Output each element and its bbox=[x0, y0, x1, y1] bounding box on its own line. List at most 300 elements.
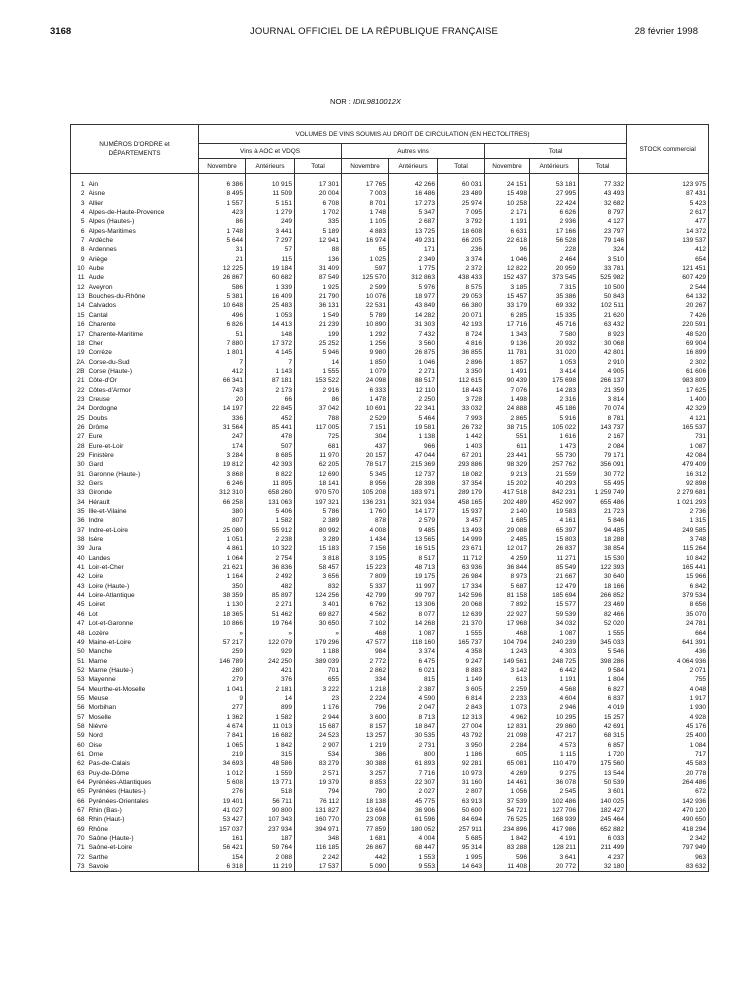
volume-cell: 22 341 bbox=[389, 404, 438, 413]
volume-cell: 5 976 bbox=[389, 283, 438, 292]
volume-cell: 21 370 bbox=[438, 619, 485, 628]
volume-cell: 77 332 bbox=[579, 174, 627, 190]
volume-cell: 334 bbox=[342, 675, 389, 684]
volume-cell: 237 934 bbox=[246, 825, 295, 834]
volume-cell: 10 866 bbox=[199, 619, 246, 628]
volume-cell: 1 491 bbox=[485, 367, 530, 376]
nor-value: IDIL9810012X bbox=[352, 97, 401, 106]
volume-cell: 1 616 bbox=[530, 432, 579, 441]
volume-cell: 436 bbox=[627, 647, 709, 656]
volume-cell: 4 573 bbox=[530, 741, 579, 750]
volume-cell: 122 079 bbox=[246, 638, 295, 647]
volume-cell: 5 464 bbox=[389, 414, 438, 423]
volume-cell: 52 020 bbox=[579, 619, 627, 628]
volume-cell: 8 797 bbox=[579, 208, 627, 217]
volume-cell: 86 bbox=[295, 395, 342, 404]
dept-code: 6 bbox=[71, 227, 89, 236]
volume-cell: 2 865 bbox=[485, 414, 530, 423]
volume-cell: 183 971 bbox=[389, 488, 438, 497]
table-row bbox=[71, 320, 709, 329]
volume-cell: 1 053 bbox=[530, 358, 579, 367]
dept-code: 1 bbox=[71, 174, 89, 190]
volume-cell: 11 712 bbox=[438, 554, 485, 563]
volume-cell: 1 176 bbox=[295, 703, 342, 712]
volume-cell: 664 bbox=[627, 629, 709, 638]
volume-cell: 496 bbox=[199, 311, 246, 320]
dept-code: 31 bbox=[71, 470, 89, 479]
volume-cell: 136 231 bbox=[342, 498, 389, 507]
volume-cell: 10 500 bbox=[579, 283, 627, 292]
volume-cell: 1 186 bbox=[438, 750, 485, 759]
dept-name: Marne (Haute-) bbox=[89, 666, 199, 675]
volume-cell: 42 799 bbox=[342, 591, 389, 600]
table-row bbox=[71, 292, 709, 301]
volume-cell: 8 517 bbox=[389, 554, 438, 563]
volume-cell: 2 302 bbox=[627, 358, 709, 367]
volume-cell: 654 bbox=[627, 255, 709, 264]
dept-name: Lot bbox=[89, 610, 199, 619]
volume-cell: 124 256 bbox=[295, 591, 342, 600]
volume-cell: 2 485 bbox=[485, 535, 530, 544]
group-other-header: Autres vins bbox=[342, 144, 485, 159]
dept-name: Pyrénées (Hautes-) bbox=[89, 787, 199, 796]
volume-cell: 61 606 bbox=[627, 367, 709, 376]
dept-code: 40 bbox=[71, 554, 89, 563]
volume-cell: 23 098 bbox=[342, 815, 389, 824]
dept-code: 56 bbox=[71, 703, 89, 712]
volume-cell: 4 064 936 bbox=[627, 657, 709, 666]
volume-cell: 1 400 bbox=[627, 395, 709, 404]
volume-cell: 18 977 bbox=[389, 292, 438, 301]
volume-cell: 7 bbox=[246, 358, 295, 367]
table-row bbox=[71, 825, 709, 834]
dept-name: Gard bbox=[89, 460, 199, 469]
dept-code: 26 bbox=[71, 423, 89, 432]
table-row bbox=[71, 815, 709, 824]
dept-code: 5 bbox=[71, 217, 89, 226]
volume-cell: 1 292 bbox=[342, 330, 389, 339]
volume-cell: 4 191 bbox=[530, 834, 579, 843]
volume-cell: 350 bbox=[199, 582, 246, 591]
dept-name: Côte-d'Or bbox=[89, 376, 199, 385]
volume-cell: 780 bbox=[342, 787, 389, 796]
table-row bbox=[71, 199, 709, 208]
volume-cell: 3 195 bbox=[342, 554, 389, 563]
dept-code: 52 bbox=[71, 666, 89, 675]
dept-code: 11 bbox=[71, 273, 89, 282]
table-row bbox=[71, 787, 709, 796]
dept-name: Cantal bbox=[89, 311, 199, 320]
volume-cell: 2 279 681 bbox=[627, 488, 709, 497]
volume-cell: 2 181 bbox=[246, 685, 295, 694]
volume-cell: 248 725 bbox=[530, 657, 579, 666]
volume-cell: 1 559 bbox=[246, 769, 295, 778]
volume-cell: 312 863 bbox=[389, 273, 438, 282]
dept-code: 10 bbox=[71, 264, 89, 273]
table-row bbox=[71, 451, 709, 460]
volume-cell: 4 358 bbox=[438, 647, 485, 656]
volume-cell: 14 177 bbox=[389, 507, 438, 516]
volume-cell: 8 883 bbox=[438, 666, 485, 675]
volume-cell: 2 529 bbox=[342, 414, 389, 423]
volume-cell: 4 303 bbox=[530, 647, 579, 656]
volume-cell: 2 284 bbox=[485, 741, 530, 750]
volume-cell: 35 386 bbox=[530, 292, 579, 301]
volume-cell: 21 621 bbox=[199, 563, 246, 572]
dept-code: 66 bbox=[71, 797, 89, 806]
volume-cell: 18 141 bbox=[295, 479, 342, 488]
table-row bbox=[71, 619, 709, 628]
volume-cell: 83 632 bbox=[627, 862, 709, 872]
volume-cell: 105 022 bbox=[530, 423, 579, 432]
volume-cell: 32 180 bbox=[579, 862, 627, 872]
volume-cell: 1 442 bbox=[438, 432, 485, 441]
volume-cell: 7 297 bbox=[246, 236, 295, 245]
volume-cell: 348 bbox=[295, 834, 342, 843]
volume-cell: 6 626 bbox=[530, 208, 579, 217]
volume-cell: 17 372 bbox=[246, 339, 295, 348]
table-title: VOLUMES DE VINS SOUMIS AU DROIT DE CIRCULATION (EN HECTOLITRES) bbox=[199, 125, 627, 144]
volume-cell: 20 bbox=[199, 395, 246, 404]
volume-cell: 11 219 bbox=[246, 862, 295, 872]
volume-cell: 2 233 bbox=[485, 694, 530, 703]
volume-cell: 26 875 bbox=[389, 348, 438, 357]
volume-cell: 1 279 bbox=[246, 208, 295, 217]
volume-cell: 18 608 bbox=[438, 227, 485, 236]
volume-cell: 2 910 bbox=[579, 358, 627, 367]
dept-name: Cher bbox=[89, 339, 199, 348]
volume-cell: 2 579 bbox=[389, 516, 438, 525]
volume-cell: 7 151 bbox=[342, 423, 389, 432]
volume-cell: 9 bbox=[199, 694, 246, 703]
volume-cell: 983 809 bbox=[627, 376, 709, 385]
volume-cell: 1 084 bbox=[627, 741, 709, 750]
dept-code: 25 bbox=[71, 414, 89, 423]
volume-cell: 6 762 bbox=[342, 600, 389, 609]
dept-name: Manche bbox=[89, 647, 199, 656]
volume-cell: 1 219 bbox=[342, 741, 389, 750]
dept-code: 7 bbox=[71, 236, 89, 245]
volume-cell: 87 431 bbox=[627, 189, 709, 198]
volume-cell: 15 530 bbox=[579, 554, 627, 563]
table-row bbox=[71, 339, 709, 348]
table-row bbox=[71, 376, 709, 385]
volume-cell: 13 694 bbox=[342, 806, 389, 815]
volume-cell: 3 222 bbox=[295, 685, 342, 694]
volume-cell: 4 674 bbox=[199, 722, 246, 731]
volume-cell: 3 656 bbox=[295, 572, 342, 581]
volume-cell: 78 517 bbox=[342, 460, 389, 469]
dept-code: 42 bbox=[71, 572, 89, 581]
volume-cell: 11 970 bbox=[295, 451, 342, 460]
volume-cell: 6 318 bbox=[199, 862, 246, 872]
volume-cell: 29 860 bbox=[530, 722, 579, 731]
volume-cell: 1 065 bbox=[199, 741, 246, 750]
volume-cell: 1 115 bbox=[530, 750, 579, 759]
volume-cell: 66 bbox=[246, 395, 295, 404]
volume-cell: 8 713 bbox=[389, 713, 438, 722]
volume-cell: 83 279 bbox=[295, 759, 342, 768]
volume-cell: 13 544 bbox=[579, 769, 627, 778]
volume-cell: 1 138 bbox=[389, 432, 438, 441]
table-row bbox=[71, 245, 709, 254]
volume-cell: 551 bbox=[485, 432, 530, 441]
volume-cell: 19 175 bbox=[389, 572, 438, 581]
volume-cell: 25 974 bbox=[438, 199, 485, 208]
volume-cell: 68 315 bbox=[579, 731, 627, 740]
dept-code: 57 bbox=[71, 713, 89, 722]
volume-cell: 152 437 bbox=[485, 273, 530, 282]
volume-cell: 5 916 bbox=[530, 414, 579, 423]
volume-cell: 60 682 bbox=[246, 273, 295, 282]
volume-cell: 276 bbox=[199, 787, 246, 796]
page-number: 3168 bbox=[50, 26, 72, 37]
volume-cell: 47 044 bbox=[389, 451, 438, 460]
table-row bbox=[71, 666, 709, 675]
dept-name: Bouches-du-Rhône bbox=[89, 292, 199, 301]
table-row bbox=[71, 330, 709, 339]
table-row bbox=[71, 301, 709, 310]
volume-cell: 179 296 bbox=[295, 638, 342, 647]
volume-cell: 3 289 bbox=[295, 535, 342, 544]
volume-cell: 4 019 bbox=[579, 703, 627, 712]
volume-cell: 10 691 bbox=[342, 404, 389, 413]
volume-cell: 9 584 bbox=[579, 666, 627, 675]
volume-cell: 30 535 bbox=[389, 731, 438, 740]
volume-cell: 490 650 bbox=[627, 815, 709, 824]
table-row bbox=[71, 638, 709, 647]
volume-cell: 38 715 bbox=[485, 423, 530, 432]
volume-cell: 293 886 bbox=[438, 460, 485, 469]
volume-cell: 280 bbox=[199, 666, 246, 675]
dept-code: 54 bbox=[71, 685, 89, 694]
volume-cell: 534 bbox=[295, 750, 342, 759]
dept-name: Charente bbox=[89, 320, 199, 329]
subheader-total: Total bbox=[579, 159, 627, 174]
volume-cell: 1 555 bbox=[579, 629, 627, 638]
volume-cell: 257 762 bbox=[530, 460, 579, 469]
volume-cell: 2 916 bbox=[295, 386, 342, 395]
volume-cell: 2 084 bbox=[579, 442, 627, 451]
volume-cell: 65 bbox=[342, 245, 389, 254]
volume-cell: 5 608 bbox=[199, 778, 246, 787]
volume-cell: 652 882 bbox=[579, 825, 627, 834]
volume-cell: 22 531 bbox=[342, 301, 389, 310]
dept-code: 32 bbox=[71, 479, 89, 488]
volume-cell: 13 257 bbox=[342, 731, 389, 740]
dept-name: Corse-du-Sud bbox=[89, 358, 199, 367]
volume-cell: 13 725 bbox=[389, 227, 438, 236]
dept-name: Loiret bbox=[89, 600, 199, 609]
volume-cell: 257 911 bbox=[438, 825, 485, 834]
volume-cell: 12 017 bbox=[485, 544, 530, 553]
volume-cell: 30 650 bbox=[295, 619, 342, 628]
dept-name: Eure-et-Loir bbox=[89, 442, 199, 451]
volume-cell: 14 282 bbox=[389, 311, 438, 320]
dept-name: Rhône bbox=[89, 825, 199, 834]
volume-cell: 31 bbox=[199, 245, 246, 254]
volume-cell: 27 995 bbox=[530, 189, 579, 198]
volume-cell: 379 534 bbox=[627, 591, 709, 600]
volume-cell: 970 570 bbox=[295, 488, 342, 497]
table-row bbox=[71, 694, 709, 703]
volume-cell: » bbox=[295, 629, 342, 638]
volume-cell: 21 239 bbox=[295, 320, 342, 329]
volume-cell: 966 bbox=[389, 442, 438, 451]
volume-cell: 1 685 bbox=[485, 516, 530, 525]
volume-cell: 36 131 bbox=[295, 301, 342, 310]
volume-cell: 1 164 bbox=[199, 572, 246, 581]
volume-cell: 324 bbox=[579, 245, 627, 254]
volume-cell: 4 568 bbox=[530, 685, 579, 694]
volume-cell: 49 231 bbox=[389, 236, 438, 245]
volume-cell: 18 138 bbox=[342, 797, 389, 806]
subheader-anterieurs: Antérieurs bbox=[389, 159, 438, 174]
volume-cell: 4 928 bbox=[627, 713, 709, 722]
dept-code: 19 bbox=[71, 348, 89, 357]
table-row bbox=[71, 217, 709, 226]
volume-cell: 42 691 bbox=[579, 722, 627, 731]
volume-cell: 2 464 bbox=[530, 255, 579, 264]
volume-cell: 14 197 bbox=[199, 404, 246, 413]
volume-cell: 32 682 bbox=[579, 199, 627, 208]
volume-cell: 15 202 bbox=[485, 479, 530, 488]
volume-cell: 25 483 bbox=[246, 301, 295, 310]
volume-cell: 14 643 bbox=[438, 862, 485, 872]
volume-cell: 2 316 bbox=[530, 395, 579, 404]
volume-cell: 12 822 bbox=[485, 264, 530, 273]
volume-cell: 3 792 bbox=[438, 217, 485, 226]
volume-cell: 755 bbox=[627, 675, 709, 684]
dept-code: 58 bbox=[71, 722, 89, 731]
table-row bbox=[71, 414, 709, 423]
dept-name: Rhin (Haut-) bbox=[89, 815, 199, 824]
volume-cell: 1 582 bbox=[246, 713, 295, 722]
volume-cell: 4 004 bbox=[389, 834, 438, 843]
volume-cell: 36 906 bbox=[389, 806, 438, 815]
volume-cell: 3 560 bbox=[389, 339, 438, 348]
dept-name: Alpes-de-Haute-Provence bbox=[89, 208, 199, 217]
volume-cell: 80 992 bbox=[295, 526, 342, 535]
volume-cell: 1 046 bbox=[485, 255, 530, 264]
volume-cell: 45 775 bbox=[389, 797, 438, 806]
volume-cell: 412 bbox=[627, 245, 709, 254]
volume-cell: 9 136 bbox=[485, 339, 530, 348]
volume-cell: 20 772 bbox=[530, 862, 579, 872]
volume-cell: 655 bbox=[295, 675, 342, 684]
volume-cell: 8 495 bbox=[199, 189, 246, 198]
volume-cell: 304 bbox=[342, 432, 389, 441]
volume-cell: 1 549 bbox=[295, 311, 342, 320]
volume-cell: 1 473 bbox=[530, 442, 579, 451]
volume-cell: 234 896 bbox=[485, 825, 530, 834]
volume-cell: 7 bbox=[199, 358, 246, 367]
dept-code: 2B bbox=[71, 367, 89, 376]
volume-cell: 11 271 bbox=[530, 554, 579, 563]
volume-cell: 1 191 bbox=[485, 217, 530, 226]
volume-cell: 373 545 bbox=[530, 273, 579, 282]
volume-cell: 6 285 bbox=[485, 311, 530, 320]
volume-cell: 8 157 bbox=[342, 722, 389, 731]
dept-code: 48 bbox=[71, 629, 89, 638]
volume-cell: 17 716 bbox=[485, 320, 530, 329]
volume-cell: 211 499 bbox=[579, 843, 627, 852]
volume-cell: 171 bbox=[389, 245, 438, 254]
volume-cell: 33 781 bbox=[579, 264, 627, 273]
dept-name: Alpes (Hautes-) bbox=[89, 217, 199, 226]
volume-cell: 1 056 bbox=[485, 787, 530, 796]
volume-cell: 15 183 bbox=[295, 544, 342, 553]
volume-cell: 9 213 bbox=[485, 470, 530, 479]
dept-code: 51 bbox=[71, 657, 89, 666]
wine-volumes-table bbox=[70, 124, 709, 872]
volume-cell: 2 599 bbox=[342, 283, 389, 292]
volume-cell: 13 565 bbox=[389, 535, 438, 544]
dept-name: Corse (Haute-) bbox=[89, 367, 199, 376]
volume-cell: 832 bbox=[295, 582, 342, 591]
volume-cell: 125 570 bbox=[342, 273, 389, 282]
volume-cell: 161 bbox=[199, 834, 246, 843]
volume-cell: » bbox=[199, 629, 246, 638]
volume-cell: 19 812 bbox=[199, 460, 246, 469]
volume-cell: 731 bbox=[627, 432, 709, 441]
volume-cell: 13 306 bbox=[389, 600, 438, 609]
volume-cell: 5 846 bbox=[579, 516, 627, 525]
dept-code: 41 bbox=[71, 563, 89, 572]
dept-code: 69 bbox=[71, 825, 89, 834]
volume-cell: 7 095 bbox=[438, 208, 485, 217]
volume-cell: 2 071 bbox=[627, 666, 709, 675]
volume-cell: 1 339 bbox=[246, 283, 295, 292]
dept-name: Loire-Atlantique bbox=[89, 591, 199, 600]
volume-cell: 807 bbox=[199, 516, 246, 525]
volume-cell: 1 087 bbox=[389, 629, 438, 638]
dept-name: Meuse bbox=[89, 694, 199, 703]
volume-cell: 3 605 bbox=[438, 685, 485, 694]
volume-cell: 2 772 bbox=[342, 657, 389, 666]
table-row bbox=[71, 507, 709, 516]
dept-name: Morbihan bbox=[89, 703, 199, 712]
table-row bbox=[71, 386, 709, 395]
volume-cell: 85 549 bbox=[530, 563, 579, 572]
volume-cell: 9 275 bbox=[530, 769, 579, 778]
volume-cell: 83 288 bbox=[485, 843, 530, 852]
table-row bbox=[71, 731, 709, 740]
volume-cell: 92 898 bbox=[627, 479, 709, 488]
volume-cell: 14 283 bbox=[530, 386, 579, 395]
volume-cell: 452 bbox=[246, 414, 295, 423]
volume-cell: 13 771 bbox=[246, 778, 295, 787]
volume-cell: 3 600 bbox=[342, 713, 389, 722]
volume-cell: 2 736 bbox=[627, 507, 709, 516]
volume-cell: 6 475 bbox=[389, 657, 438, 666]
table-row bbox=[71, 273, 709, 282]
volume-cell: 43 493 bbox=[579, 189, 627, 198]
dept-name: Gers bbox=[89, 479, 199, 488]
volume-cell: 127 706 bbox=[530, 806, 579, 815]
volume-cell: 23 441 bbox=[485, 451, 530, 460]
dept-code: 44 bbox=[71, 591, 89, 600]
volume-cell: 10 842 bbox=[627, 554, 709, 563]
volume-cell: 62 205 bbox=[295, 460, 342, 469]
volume-cell: 3 510 bbox=[579, 255, 627, 264]
volume-cell: 1 775 bbox=[389, 264, 438, 273]
volume-cell: 51 bbox=[199, 330, 246, 339]
volume-cell: 2 224 bbox=[342, 694, 389, 703]
volume-cell: 47 577 bbox=[342, 638, 389, 647]
volume-cell: 69 332 bbox=[530, 301, 579, 310]
dept-code: 70 bbox=[71, 834, 89, 843]
